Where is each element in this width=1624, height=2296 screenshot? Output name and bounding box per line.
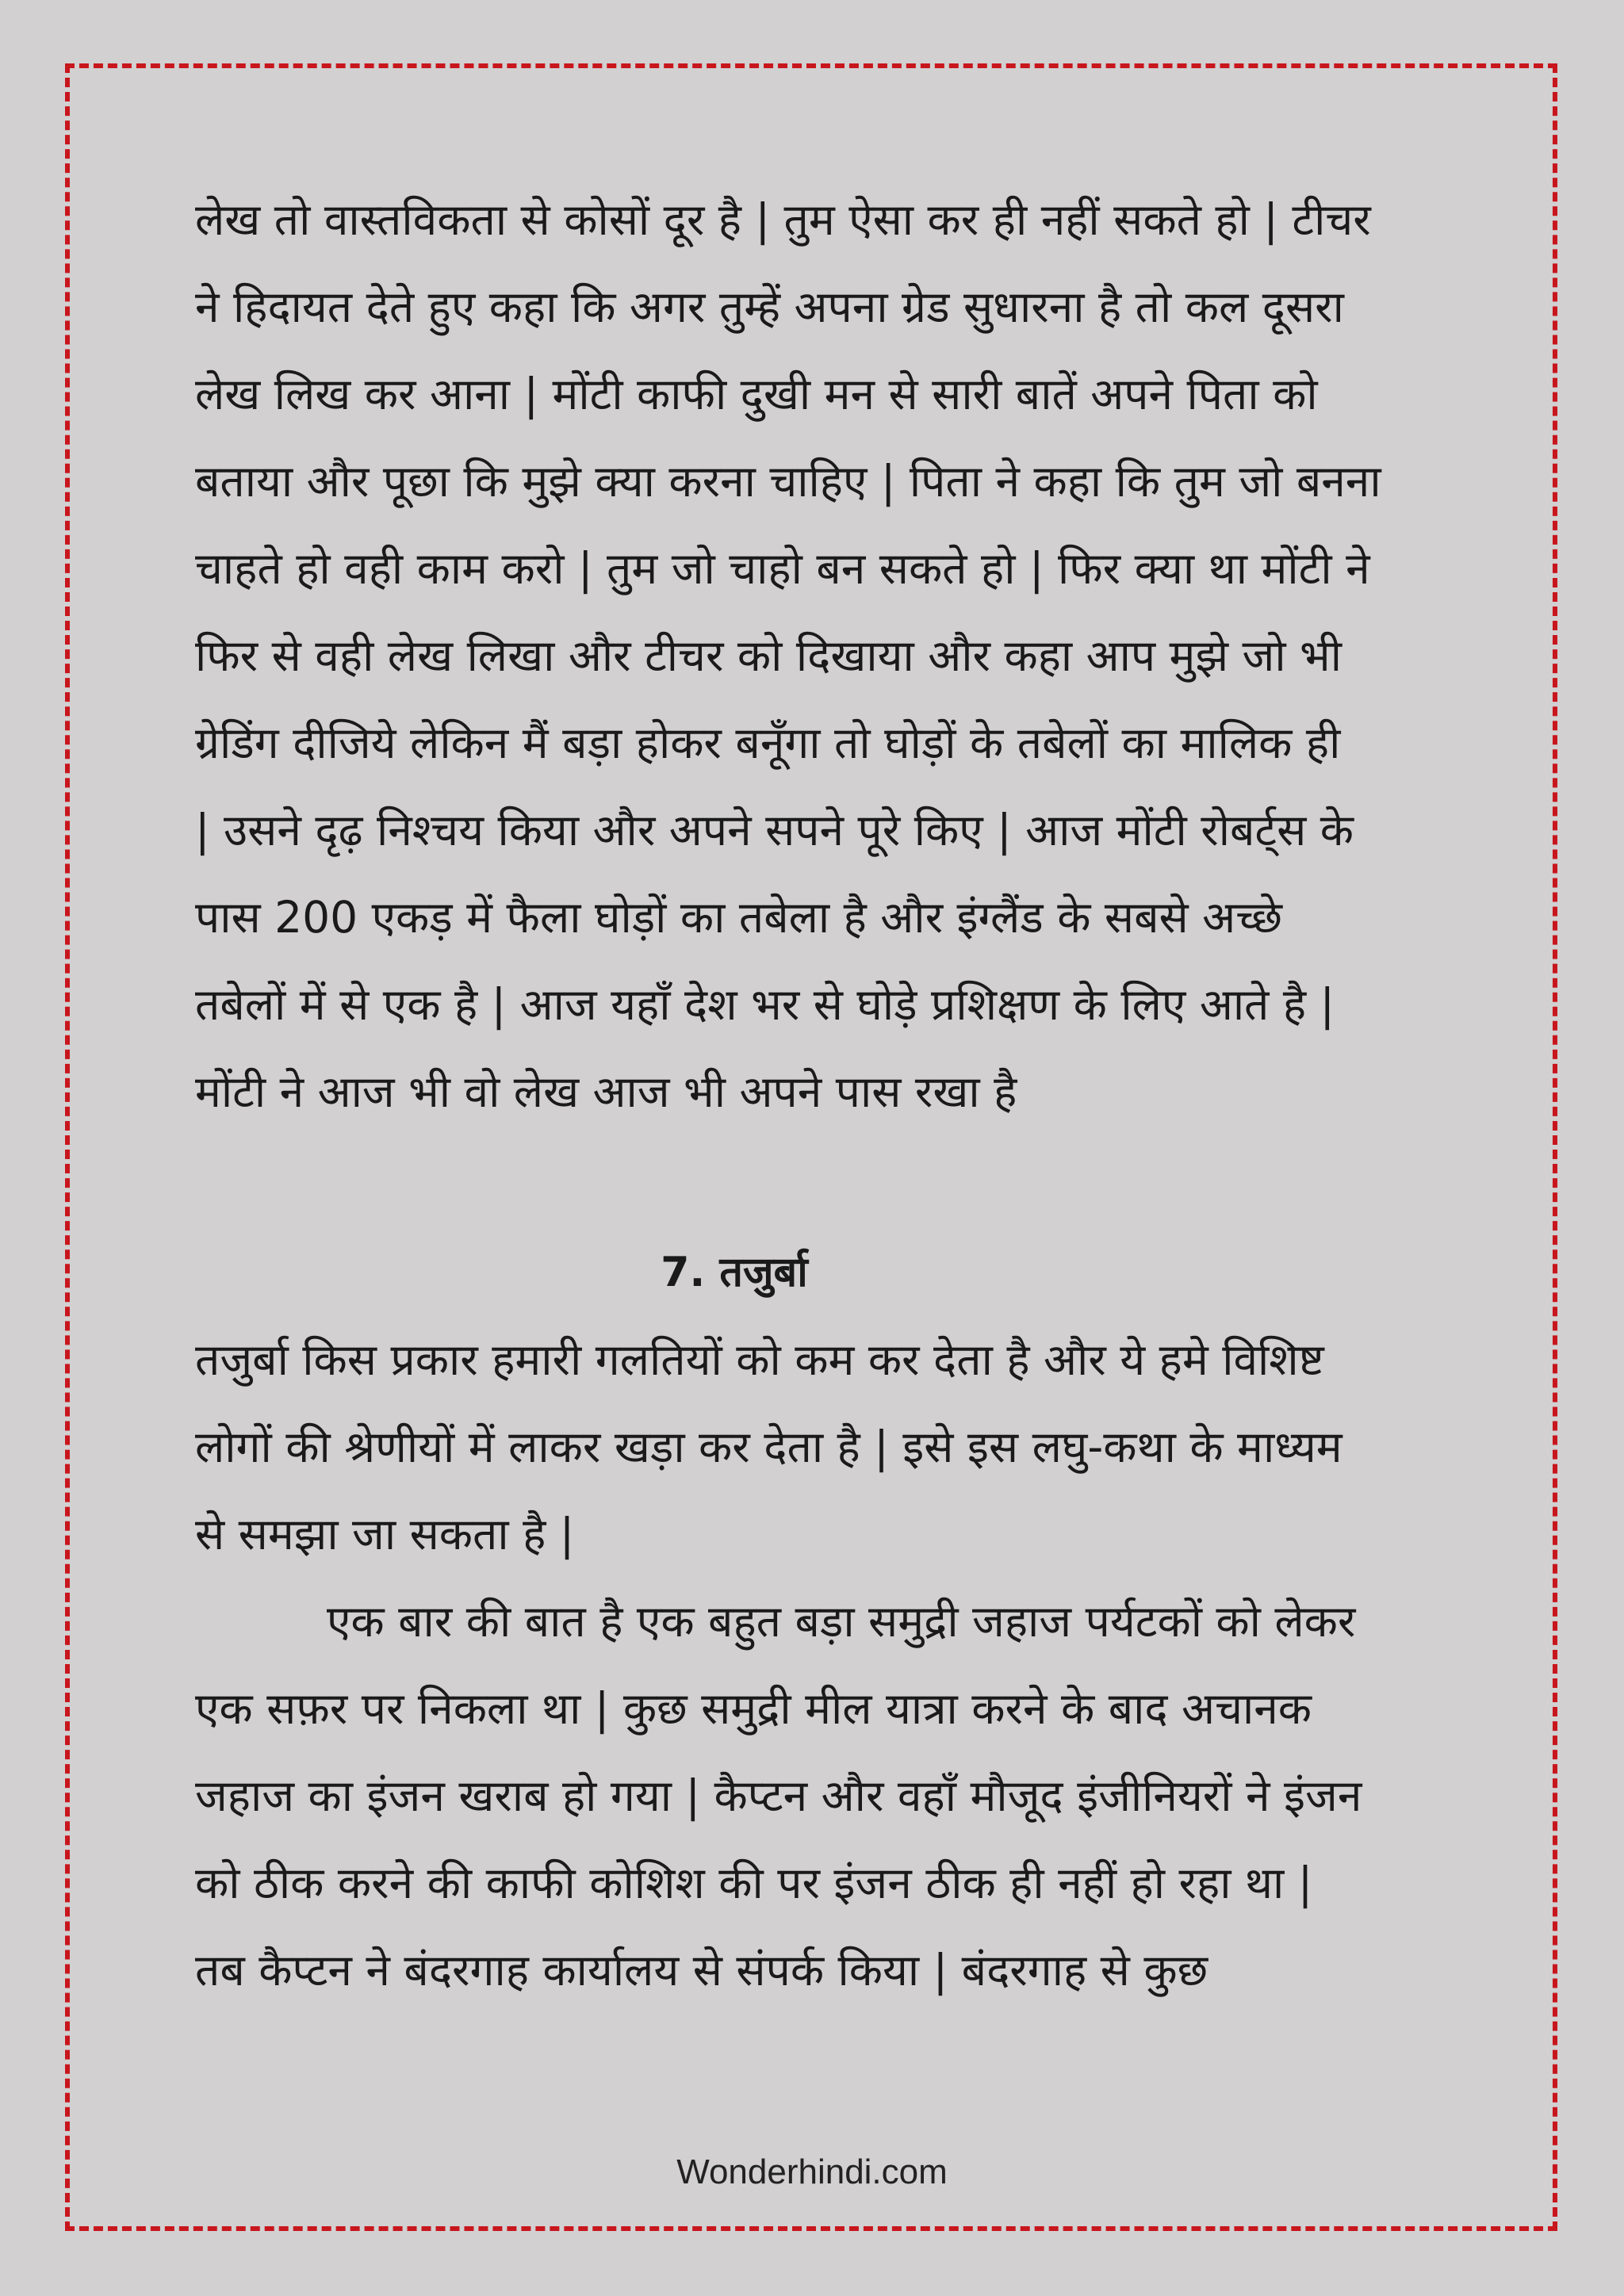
section-spacer [195,1135,1432,1229]
text-line: पास 200 एकड़ में फैला घोड़ों का तबेला है और इंग्लैंड के सबसे अच्छे [195,892,1282,943]
text-line: चाहते हो वही काम करो | तुम जो चाहो बन सकते हो | फिर क्या था मोंटी ने [195,543,1370,594]
narrative-paragraph [195,1578,1432,2014]
text-line: ग्रेडिंग दीजिये लेकिन मैं बड़ा होकर बनूँगा तो घोड़ों के तबेलों का मालिक ही [195,718,1341,768]
text-line: तबेलों में से एक है | आज यहाँ देश भर से घोड़े प्रशिक्षण के लिए आते है | [195,979,1335,1030]
text-line: बताया और पूछा कि मुझे क्या करना चाहिए | पिता ने कहा कि तुम जो बनना [195,456,1381,507]
text-line: से समझा जा सकता है | [195,1509,575,1559]
text-line: फिर से वही लेख लिखा और टीचर को दिखाया और कहा आप मुझे जो भी [195,630,1342,681]
text-line: तब कैप्टन ने बंदरगाह कार्यालय से संपर्क किया | बंदरगाह से कुछ [195,1945,1208,1996]
text-line: को ठीक करने की काफी कोशिश की पर इंजन ठीक ही नहीं हो रहा था | [195,1858,1313,1908]
section-heading: 7. तजुर्बा [661,1249,808,1296]
text-line: जहाज का इंजन खराब हो गया | कैप्टन और वहाँ मौजूद इंजीनियरों ने इंजन [195,1770,1362,1821]
text-line: ने हिदायत देते हुए कहा कि अगर तुम्हें अपना ग्रेड सुधारना है तो कल दूसरा [195,281,1344,332]
text-line: तजुर्बा किस प्रकार हमारी गलतियों को कम कर देता है और ये हमे विशिष्ट [195,1334,1324,1385]
text-line: एक बार की बात है एक बहुत बड़ा समुद्री जहाज पर्यटकों को लेकर [327,1596,1356,1647]
text-line: लोगों की श्रेणीयों में लाकर खड़ा कर देता है | इसे इस लघु-कथा के माध्यम [195,1422,1342,1472]
text-line: | उसने दृढ़ निश्चय किया और अपने सपने पूरे किए | आज मोंटी रोबर्ट्स के [195,805,1354,855]
text-line: लेख लिख कर आना | मोंटी काफी दुखी मन से सारी बातें अपने पिता को [195,369,1318,419]
text-line: लेख तो वास्तविकता से कोसों दूर है | तुम ऐसा कर ही नहीं सकते हो | टीचर [195,194,1371,245]
footer-website: Wonderhindi.com [676,2152,948,2191]
intro-paragraph [195,1316,1432,1578]
text-line: मोंटी ने आज भी वो लेख आज भी अपने पास रखा है [195,1066,1017,1117]
story-paragraph [195,176,1432,1135]
page-content [195,176,1432,2014]
text-line: एक सफ़र पर निकला था | कुछ समुद्री मील यात्रा करने के बाद अचानक [195,1683,1312,1734]
